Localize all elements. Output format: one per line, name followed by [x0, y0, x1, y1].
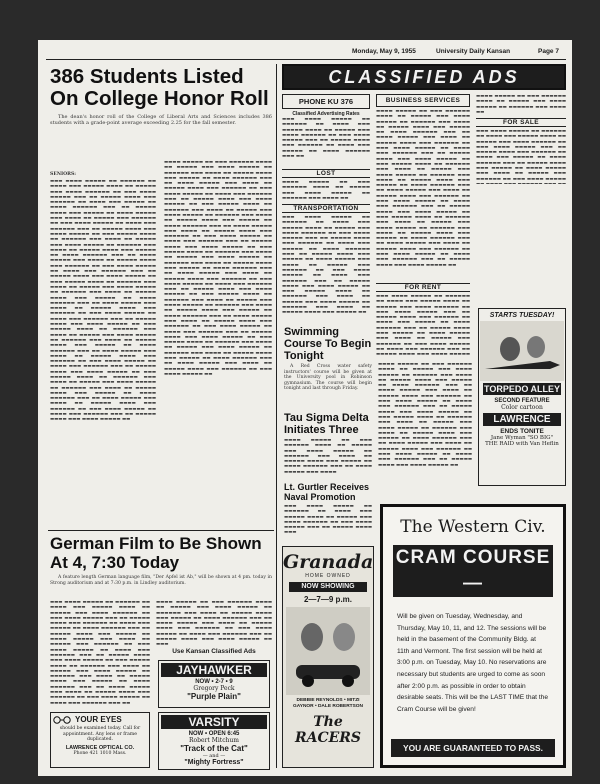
classified-rates-body: ▬▬▬ ▬▬▬▬ ▬▬▬▬▬ ▬▬ ▬▬▬▬▬▬ ▬▬ ▬▬▬▬ ▬▬▬ ▬▬▬▬▬ ▬▬▬▬ ▬▬ ▬▬▬▬▬ ▬▬▬ ▬▬▬▬ ▬▬▬▬▬▬ ▬▬ ▬▬▬ ▬▬▬▬ ▬▬▬▬▬ ▬▬▬ ▬▬ ▬▬▬▬▬ ▬▬▬▬ ▬▬▬ ▬▬▬▬▬▬ ▬▬ ▬▬▬▬ ▬▬▬ ▬▬▬▬▬ ▬▬ ▬▬▬▬ ▬▬▬▬▬▬ ▬▬▬ ▬▬: [282, 117, 370, 160]
granada-cast: DEBBIE REYNOLDS • MITZI GAYNOR • DALE ROBERTSON: [293, 698, 363, 709]
optical-ad-company: LAWRENCE OPTICAL CO.: [65, 744, 135, 751]
torpedo-film: Jane Wyman "SO BIG": [490, 435, 554, 441]
classified-column-1: [282, 94, 370, 322]
torpedo-with: THE RAID with Van Heflin: [485, 441, 559, 447]
lost-body: ▬▬▬▬ ▬▬▬▬▬ ▬▬ ▬▬▬ ▬▬▬▬▬▬ ▬▬▬▬ ▬▬ ▬▬▬▬▬ ▬▬▬ ▬▬▬▬ ▬▬▬▬▬ ▬▬ ▬▬▬▬▬▬ ▬▬▬ ▬▬▬▬ ▬▬: [282, 180, 370, 201]
swimming-article: [284, 326, 372, 406]
torpedo-starts: STARTS TUESDAY!: [489, 312, 555, 319]
lawrence-theater-ad: [478, 308, 566, 486]
german-film-article: [50, 534, 272, 604]
gurtler-article: [284, 482, 372, 542]
classified-banner-title: CLASSIFIED ADS: [328, 67, 520, 87]
tau-sigma-delta-headline: Tau Sigma Delta Initiates Three: [284, 412, 369, 436]
tau-sigma-delta-body: ▬▬▬▬ ▬▬▬▬▬ ▬▬ ▬▬▬ ▬▬▬▬▬▬ ▬▬▬▬ ▬▬ ▬▬▬▬▬ ▬▬▬ ▬▬▬▬ ▬▬▬▬▬ ▬▬ ▬▬▬▬▬▬ ▬▬▬ ▬▬▬▬ ▬▬ ▬▬▬▬▬ ▬▬▬▬ ▬▬▬ ▬▬▬▬▬ ▬▬ ▬▬▬▬ ▬▬▬▬▬▬ ▬▬▬ ▬▬ ▬▬▬▬ ▬▬▬▬▬ ▬▬▬ ▬▬▬▬: [284, 438, 372, 475]
honor-roll-lead: The dean's honor roll of the College of Liberal Arts and Sciences includes 386 students with a grade-point average exceeding 2.25 for the fall semester.: [50, 114, 272, 126]
name-list-1: ▬▬▬ ▬▬▬▬ ▬▬▬▬▬ ▬▬ ▬▬▬▬▬▬ ▬▬ ▬▬▬▬ ▬▬▬ ▬▬▬▬▬ ▬▬▬▬ ▬▬ ▬▬▬▬▬ ▬▬▬ ▬▬▬▬ ▬▬▬▬▬▬ ▬▬ ▬▬▬ ▬▬▬▬ ▬▬▬▬▬ ▬▬▬ ▬▬ ▬▬▬▬▬ ▬▬▬▬ ▬▬▬ ▬▬▬▬▬▬ ▬▬ ▬▬▬▬ ▬▬▬ ▬▬▬▬▬ ▬▬ ▬▬▬▬ ▬▬▬▬▬▬ ▬▬▬ ▬▬ ▬▬▬▬▬ ▬▬▬▬ ▬▬▬ ▬▬▬▬▬ ▬▬ ▬▬▬▬ ▬▬▬▬▬ ▬▬▬ ▬▬▬▬ ▬▬ ▬▬▬▬▬ ▬▬▬ ▬▬▬▬▬▬ ▬▬ ▬▬▬ ▬▬▬▬ ▬▬▬▬▬ ▬▬ ▬▬▬▬ ▬▬▬ ▬▬▬▬▬▬ ▬▬▬ ▬▬ ▬▬▬▬▬ ▬▬▬▬ ▬▬▬ ▬▬▬▬ ▬▬▬▬▬ ▬▬ ▬▬▬ ▬▬▬▬▬ ▬▬▬▬ ▬▬ ▬▬▬▬▬▬ ▬▬▬ ▬▬▬▬ ▬▬ ▬▬▬▬▬ ▬▬▬ ▬▬▬▬ ▬▬▬▬▬ ▬▬ ▬▬▬▬▬▬ ▬▬▬ ▬▬▬▬ ▬▬ ▬▬▬▬▬ ▬▬▬▬ ▬▬▬ ▬▬▬▬▬ ▬▬ ▬▬▬▬ ▬▬▬▬▬▬ ▬▬▬ ▬▬ ▬▬▬▬ ▬▬▬▬▬ ▬▬▬ ▬▬▬▬ ▬▬ ▬▬▬▬▬ ▬▬▬▬ ▬▬▬ ▬▬▬▬▬▬ ▬▬ ▬▬▬ ▬▬▬▬ ▬▬▬▬▬ ▬▬ ▬▬▬▬ ▬▬▬ ▬▬▬▬▬▬ ▬▬▬ ▬▬ ▬▬▬▬▬ ▬▬▬▬ ▬▬▬ ▬▬▬▬ ▬▬▬▬▬ ▬▬ ▬▬▬ ▬▬▬▬▬ ▬▬▬▬ ▬▬ ▬▬▬▬▬▬ ▬▬▬ ▬▬▬▬ ▬▬ ▬▬▬▬▬ ▬▬▬ ▬▬▬▬ ▬▬▬▬▬ ▬▬ ▬▬▬▬▬▬ ▬▬▬ ▬▬▬▬ ▬▬ ▬▬▬▬▬ ▬▬▬▬ ▬▬▬ ▬▬▬▬▬ ▬▬ ▬▬▬▬ ▬▬▬▬▬▬ ▬▬▬ ▬▬ ▬▬▬▬ ▬▬▬▬▬ ▬▬▬ ▬▬▬▬ ▬▬ ▬▬▬▬▬ ▬▬▬▬ ▬▬▬ ▬▬▬▬▬▬ ▬▬ ▬▬▬ ▬▬▬▬ ▬▬▬▬▬ ▬▬ ▬▬▬▬ ▬▬▬ ▬▬▬▬▬▬ ▬▬▬ ▬▬ ▬▬▬▬▬ ▬▬▬▬ ▬▬▬ ▬▬▬▬ ▬▬▬▬▬ ▬▬ ▬▬▬ ▬▬▬▬▬ ▬▬▬▬ ▬▬ ▬▬▬▬▬▬ ▬▬▬ ▬▬▬▬ ▬▬ ▬▬▬▬▬ ▬▬▬ ▬▬▬▬ ▬▬▬▬▬ ▬▬ ▬▬▬▬▬▬ ▬▬▬ ▬▬▬▬ ▬▬ ▬▬▬▬▬ ▬▬▬▬ ▬▬▬ ▬▬▬▬▬ ▬▬ ▬▬▬▬ ▬▬▬▬▬▬ ▬▬▬ ▬▬ ▬▬▬▬ ▬▬▬▬▬ ▬▬▬ ▬▬▬▬ ▬▬ ▬▬▬▬▬ ▬▬▬▬ ▬▬▬ ▬▬▬▬▬▬ ▬▬ ▬▬▬ ▬▬▬▬ ▬▬▬▬▬ ▬▬ ▬▬▬▬ ▬▬▬ ▬▬▬▬▬▬ ▬▬▬ ▬▬ ▬▬▬▬▬ ▬▬▬▬ ▬▬▬ ▬▬▬▬ ▬▬▬▬▬ ▬▬ ▬▬▬ ▬▬▬▬▬ ▬▬▬▬ ▬▬ ▬▬▬▬▬▬ ▬▬▬ ▬▬▬▬ ▬▬ ▬▬▬▬▬ ▬▬▬ ▬▬▬▬ ▬▬▬▬▬ ▬▬ ▬▬▬▬▬▬ ▬▬▬ ▬▬▬▬ ▬▬ ▬▬▬▬▬ ▬▬▬▬ ▬▬▬ ▬▬▬▬▬ ▬▬ ▬▬▬▬ ▬▬▬▬▬▬ ▬▬▬ ▬▬ ▬▬▬▬ ▬▬▬▬▬ ▬▬▬ ▬▬▬▬ ▬▬ ▬▬▬▬▬ ▬▬▬▬ ▬▬▬ ▬▬▬▬▬▬ ▬▬ ▬▬▬ ▬▬▬▬ ▬▬▬▬▬ ▬▬ ▬▬▬▬ ▬▬▬ ▬▬▬▬▬▬ ▬▬▬ ▬▬ ▬▬▬▬▬ ▬▬▬▬ ▬▬▬ ▬▬▬▬ ▬▬▬▬▬ ▬▬: [50, 179, 156, 423]
cram-guarantee: YOU ARE GUARANTEED TO PASS.: [391, 739, 555, 757]
torpedo-ends: ENDS TONITE: [500, 428, 544, 435]
honor-roll-headline-2: On College Honor Roll: [50, 87, 269, 110]
german-film-headline-1: German Film to Be Shown: [50, 534, 262, 553]
varsity-title: VARSITY: [161, 715, 267, 729]
german-film-lead: A feature length German language film, "Der Apfel ist Ab," will be shown at 4 pm. today in Strong auditorium and at 7:30 p.m. in Lindley auditorium.: [50, 575, 272, 586]
swimming-headline: Swimming Course To Begin Tonight: [284, 326, 372, 362]
optical-ad-address: Phone 421 1010 Mass.: [73, 750, 127, 756]
rooms-body: ▬▬▬▬ ▬▬▬▬▬ ▬▬ ▬▬▬ ▬▬▬▬▬▬ ▬▬▬▬ ▬▬ ▬▬▬▬▬ ▬▬▬ ▬▬▬▬ ▬▬▬▬▬ ▬▬ ▬▬▬▬▬▬ ▬▬▬ ▬▬▬▬ ▬▬: [476, 94, 566, 115]
jayhawker-film: "Purple Plain": [187, 692, 241, 701]
classified-rates-title: Classified Advertising Rates: [292, 111, 360, 117]
varsity-film: "Track of the Cat": [180, 744, 248, 753]
granada-subtitle: HOME OWNED: [305, 573, 351, 579]
classified-column-3: [476, 94, 566, 184]
eyeglasses-icon: [53, 716, 71, 724]
granada-ad: [282, 546, 374, 768]
name-list-2: ▬▬▬▬ ▬▬▬▬▬ ▬▬ ▬▬▬ ▬▬▬▬▬▬ ▬▬▬▬ ▬▬ ▬▬▬▬▬ ▬▬▬ ▬▬▬▬ ▬▬▬▬▬ ▬▬ ▬▬▬▬▬▬ ▬▬▬ ▬▬▬▬ ▬▬ ▬▬▬▬▬ ▬▬▬▬ ▬▬▬ ▬▬▬▬▬ ▬▬ ▬▬▬▬ ▬▬▬▬▬▬ ▬▬▬ ▬▬ ▬▬▬▬ ▬▬▬▬▬ ▬▬▬ ▬▬▬▬ ▬▬ ▬▬▬▬▬ ▬▬▬▬ ▬▬▬ ▬▬▬▬▬▬ ▬▬ ▬▬▬ ▬▬▬▬ ▬▬▬▬▬ ▬▬ ▬▬▬▬ ▬▬▬ ▬▬▬▬▬▬ ▬▬▬ ▬▬ ▬▬▬▬▬ ▬▬▬▬ ▬▬▬ ▬▬▬▬ ▬▬▬▬▬ ▬▬ ▬▬▬ ▬▬▬▬▬ ▬▬▬▬ ▬▬ ▬▬▬▬▬▬ ▬▬▬ ▬▬▬▬ ▬▬ ▬▬▬▬▬ ▬▬▬ ▬▬▬▬ ▬▬▬▬▬ ▬▬ ▬▬▬▬▬▬ ▬▬▬ ▬▬▬▬ ▬▬ ▬▬▬▬▬ ▬▬▬▬ ▬▬▬ ▬▬▬▬▬ ▬▬ ▬▬▬▬ ▬▬▬▬▬▬ ▬▬▬ ▬▬ ▬▬▬▬ ▬▬▬▬▬ ▬▬▬ ▬▬▬▬ ▬▬ ▬▬▬▬▬ ▬▬▬▬ ▬▬▬ ▬▬▬▬▬▬ ▬▬ ▬▬▬ ▬▬▬▬ ▬▬▬▬▬ ▬▬ ▬▬▬▬ ▬▬▬ ▬▬▬▬▬▬ ▬▬▬ ▬▬ ▬▬▬▬▬ ▬▬▬▬ ▬▬▬ ▬▬▬▬ ▬▬▬▬▬ ▬▬ ▬▬▬ ▬▬▬▬▬ ▬▬▬▬ ▬▬ ▬▬▬▬▬▬ ▬▬▬ ▬▬▬▬ ▬▬ ▬▬▬▬▬ ▬▬▬ ▬▬▬▬ ▬▬▬▬▬ ▬▬ ▬▬▬▬▬▬ ▬▬▬ ▬▬▬▬ ▬▬ ▬▬▬▬▬ ▬▬▬▬ ▬▬▬ ▬▬▬▬▬ ▬▬ ▬▬▬▬ ▬▬▬▬▬▬ ▬▬▬ ▬▬ ▬▬▬▬ ▬▬▬▬▬ ▬▬▬ ▬▬▬▬ ▬▬ ▬▬▬▬▬ ▬▬▬▬ ▬▬▬ ▬▬▬▬▬▬ ▬▬ ▬▬▬ ▬▬▬▬ ▬▬▬▬▬ ▬▬ ▬▬▬▬ ▬▬▬ ▬▬▬▬▬▬ ▬▬▬ ▬▬ ▬▬▬▬▬ ▬▬▬▬ ▬▬▬ ▬▬▬▬ ▬▬▬▬▬ ▬▬ ▬▬▬ ▬▬▬▬▬ ▬▬▬▬ ▬▬ ▬▬▬▬▬▬ ▬▬▬ ▬▬▬▬ ▬▬ ▬▬▬▬▬ ▬▬▬ ▬▬▬▬ ▬▬▬▬▬ ▬▬ ▬▬▬▬▬▬ ▬▬▬ ▬▬▬▬ ▬▬ ▬▬▬▬▬ ▬▬▬▬ ▬▬▬ ▬▬▬▬▬ ▬▬ ▬▬▬▬ ▬▬▬▬▬▬ ▬▬▬ ▬▬ ▬▬▬▬ ▬▬▬▬▬ ▬▬▬ ▬▬▬▬ ▬▬ ▬▬▬▬▬ ▬▬▬▬ ▬▬▬ ▬▬▬▬▬▬ ▬▬ ▬▬▬ ▬▬▬▬ ▬▬▬▬▬ ▬▬ ▬▬▬▬ ▬▬▬ ▬▬▬▬▬▬ ▬▬▬ ▬▬ ▬▬▬▬▬ ▬▬▬▬ ▬▬▬ ▬▬▬▬ ▬▬▬▬▬ ▬▬ ▬▬▬ ▬▬▬▬▬ ▬▬▬▬ ▬▬ ▬▬▬▬▬▬ ▬▬▬ ▬▬▬▬ ▬▬ ▬▬▬▬▬ ▬▬▬ ▬▬▬▬ ▬▬▬▬▬ ▬▬ ▬▬▬▬▬▬ ▬▬▬ ▬▬▬▬ ▬▬ ▬▬▬▬▬ ▬▬▬▬ ▬▬▬ ▬▬▬▬▬ ▬▬ ▬▬▬▬ ▬▬▬▬▬▬ ▬▬▬ ▬▬ ▬▬▬▬ ▬▬▬▬▬ ▬▬▬ ▬▬▬▬ ▬▬ ▬▬▬▬▬ ▬▬▬▬ ▬▬▬ ▬▬▬▬▬▬ ▬▬ ▬▬▬ ▬▬▬▬ ▬▬▬▬▬ ▬▬: [164, 160, 272, 377]
header-date: Monday, May 9, 1955: [352, 48, 416, 55]
tau-sigma-delta-article: [284, 412, 372, 478]
varsity-dates: NOW • OPEN 6:45: [188, 731, 240, 737]
german-film-body-1: ▬▬▬ ▬▬▬▬ ▬▬▬▬▬ ▬▬ ▬▬▬▬▬▬ ▬▬ ▬▬▬▬ ▬▬▬ ▬▬▬▬▬ ▬▬▬▬ ▬▬ ▬▬▬▬▬ ▬▬▬ ▬▬▬▬ ▬▬▬▬▬▬ ▬▬ ▬▬▬ ▬▬▬▬ ▬▬▬▬▬ ▬▬▬ ▬▬ ▬▬▬▬▬ ▬▬▬▬ ▬▬▬ ▬▬▬▬▬▬ ▬▬ ▬▬▬▬ ▬▬▬ ▬▬▬▬▬ ▬▬ ▬▬▬▬ ▬▬▬▬▬▬ ▬▬▬ ▬▬ ▬▬▬▬▬ ▬▬▬▬ ▬▬▬ ▬▬▬▬▬ ▬▬ ▬▬▬▬ ▬▬▬▬▬ ▬▬▬ ▬▬▬▬ ▬▬ ▬▬▬▬▬ ▬▬▬ ▬▬▬▬▬▬ ▬▬ ▬▬▬ ▬▬▬▬ ▬▬▬▬▬ ▬▬ ▬▬▬▬ ▬▬▬ ▬▬▬▬▬▬ ▬▬▬ ▬▬ ▬▬▬▬▬ ▬▬▬▬ ▬▬▬ ▬▬▬▬ ▬▬▬▬▬ ▬▬ ▬▬▬ ▬▬▬▬▬ ▬▬▬▬ ▬▬ ▬▬▬▬▬▬ ▬▬▬ ▬▬▬▬ ▬▬ ▬▬▬▬▬ ▬▬▬ ▬▬▬▬ ▬▬▬▬▬ ▬▬ ▬▬▬▬▬▬ ▬▬▬ ▬▬▬▬ ▬▬ ▬▬▬▬▬ ▬▬▬▬ ▬▬▬ ▬▬▬▬▬ ▬▬ ▬▬▬▬ ▬▬▬▬▬▬ ▬▬▬ ▬▬ ▬▬▬▬ ▬▬▬▬▬ ▬▬▬ ▬▬▬▬ ▬▬ ▬▬▬▬▬ ▬▬▬▬ ▬▬▬ ▬▬▬▬▬▬ ▬▬ ▬▬▬ ▬▬▬▬ ▬▬▬▬▬ ▬▬ ▬▬▬▬ ▬▬▬ ▬▬▬▬▬▬ ▬▬▬ ▬▬: [50, 600, 150, 706]
honor-roll-column-1: [50, 160, 156, 526]
cram-course-ad: [380, 504, 566, 768]
granada-film: The RACERS: [294, 714, 362, 746]
classified-column-2: [376, 94, 470, 358]
classified-column-2-lower: ▬▬▬▬ ▬▬▬▬▬ ▬▬ ▬▬▬ ▬▬▬▬▬▬ ▬▬▬▬ ▬▬ ▬▬▬▬▬ ▬▬▬ ▬▬▬▬ ▬▬▬▬▬ ▬▬ ▬▬▬▬▬▬ ▬▬▬ ▬▬▬▬ ▬▬ ▬▬▬▬▬ ▬▬▬▬ ▬▬▬ ▬▬▬▬▬ ▬▬ ▬▬▬▬ ▬▬▬▬▬▬ ▬▬▬ ▬▬ ▬▬▬▬ ▬▬▬▬▬ ▬▬▬ ▬▬▬▬ ▬▬ ▬▬▬▬▬ ▬▬▬▬ ▬▬▬ ▬▬▬▬▬▬ ▬▬ ▬▬▬ ▬▬▬▬ ▬▬▬▬▬ ▬▬ ▬▬▬▬ ▬▬▬ ▬▬▬▬▬▬ ▬▬▬ ▬▬ ▬▬▬▬▬ ▬▬▬▬ ▬▬▬ ▬▬▬▬ ▬▬▬▬▬ ▬▬ ▬▬▬ ▬▬▬▬▬ ▬▬▬▬ ▬▬ ▬▬▬▬▬▬ ▬▬▬ ▬▬▬▬ ▬▬ ▬▬▬▬▬ ▬▬▬ ▬▬▬▬ ▬▬▬▬▬ ▬▬ ▬▬▬▬▬▬ ▬▬▬ ▬▬▬▬ ▬▬ ▬▬▬▬▬ ▬▬▬▬ ▬▬▬ ▬▬▬▬▬ ▬▬ ▬▬▬▬ ▬▬▬▬▬▬ ▬▬▬ ▬▬ ▬▬▬▬ ▬▬▬▬▬ ▬▬▬ ▬▬▬▬ ▬▬ ▬▬▬▬▬ ▬▬▬▬ ▬▬▬ ▬▬▬▬▬▬ ▬▬ ▬▬▬ ▬▬▬▬ ▬▬▬▬▬ ▬▬ ▬▬▬▬ ▬▬▬ ▬▬▬▬▬▬ ▬▬▬ ▬▬ ▬▬▬▬▬ ▬▬▬▬ ▬▬▬ ▬▬▬▬ ▬▬▬▬▬ ▬▬: [378, 362, 472, 468]
granada-title: Granada: [283, 551, 374, 573]
for-sale-heading: FOR SALE: [476, 118, 566, 127]
gurtler-body: ▬▬▬ ▬▬▬▬ ▬▬▬▬▬ ▬▬ ▬▬▬▬▬▬ ▬▬ ▬▬▬▬ ▬▬▬ ▬▬▬▬▬ ▬▬▬▬ ▬▬ ▬▬▬▬▬ ▬▬▬ ▬▬▬▬ ▬▬▬▬▬▬ ▬▬ ▬▬▬ ▬▬▬▬ ▬▬▬▬▬ ▬▬▬ ▬▬ ▬▬▬▬▬ ▬▬▬▬ ▬▬▬: [284, 504, 372, 536]
classified-phone: PHONE KU 376: [298, 97, 354, 106]
header-paper: University Daily Kansan: [436, 48, 511, 55]
varsity-ad: [158, 712, 270, 770]
optical-ad: [50, 712, 150, 768]
german-film-headline-2: At 4, 7:30 Today: [50, 553, 180, 572]
honor-roll-column-2: [164, 160, 272, 526]
for-rent-heading: FOR RENT: [376, 283, 470, 292]
honor-roll-headline-1: 386 Students Listed: [50, 66, 244, 88]
transportation-heading: TRANSPORTATION: [282, 204, 370, 213]
optical-ad-title: YOUR EYES: [75, 715, 122, 724]
granada-times: 2—7—9 p.m.: [303, 595, 352, 604]
for-sale-body: ▬▬▬ ▬▬▬▬ ▬▬▬▬▬ ▬▬ ▬▬▬▬▬▬ ▬▬ ▬▬▬▬ ▬▬▬ ▬▬▬▬▬ ▬▬▬▬ ▬▬ ▬▬▬▬▬ ▬▬▬ ▬▬▬▬ ▬▬▬▬▬▬ ▬▬ ▬▬▬ ▬▬▬▬ ▬▬▬▬▬ ▬▬▬ ▬▬ ▬▬▬▬▬ ▬▬▬▬ ▬▬▬ ▬▬▬▬▬▬ ▬▬ ▬▬▬▬ ▬▬▬ ▬▬▬▬▬ ▬▬ ▬▬▬▬ ▬▬▬▬▬▬ ▬▬▬ ▬▬ ▬▬▬▬▬ ▬▬▬▬ ▬▬▬ ▬▬▬▬▬ ▬▬ ▬▬▬▬ ▬▬▬▬▬ ▬▬▬ ▬▬▬▬ ▬▬ ▬▬▬▬▬ ▬▬▬ ▬▬▬▬▬▬ ▬▬ ▬▬▬ ▬▬▬▬ ▬▬▬▬▬: [476, 129, 566, 182]
varsity-film-2: "Mighty Fortress": [184, 759, 244, 766]
torpedo-theater: LAWRENCE: [483, 413, 561, 426]
gurtler-headline: Lt. Gurtler Receives Naval Promotion: [284, 482, 370, 502]
optical-ad-body: should be examined today. Call for appointment. Any lens or frame duplicated.: [59, 726, 141, 743]
seniors-label: SENIORS:: [50, 172, 76, 177]
torpedo-illustration: [480, 321, 564, 381]
torpedo-color: Color cartoon: [501, 404, 543, 411]
honor-roll-article: [50, 66, 272, 526]
jayhawker-star: Gregory Peck: [193, 685, 235, 692]
classified-banner: [282, 64, 566, 90]
jayhawker-title: JAYHAWKER: [161, 663, 267, 677]
kansan-ads-caption: Use Kansan Classified Ads: [172, 648, 256, 655]
for-rent-body: ▬▬▬ ▬▬▬▬ ▬▬▬▬▬ ▬▬ ▬▬▬▬▬▬ ▬▬ ▬▬▬▬ ▬▬▬ ▬▬▬▬▬ ▬▬▬▬ ▬▬ ▬▬▬▬▬ ▬▬▬ ▬▬▬▬ ▬▬▬▬▬▬ ▬▬ ▬▬▬ ▬▬▬▬ ▬▬▬▬▬ ▬▬▬ ▬▬ ▬▬▬▬▬ ▬▬▬▬ ▬▬▬ ▬▬▬▬▬▬ ▬▬ ▬▬▬▬ ▬▬▬ ▬▬▬▬▬ ▬▬ ▬▬▬▬ ▬▬▬▬▬▬ ▬▬▬ ▬▬ ▬▬▬▬▬ ▬▬▬▬ ▬▬▬ ▬▬▬▬▬ ▬▬ ▬▬▬▬ ▬▬▬▬▬ ▬▬▬ ▬▬▬▬ ▬▬ ▬▬▬▬▬ ▬▬▬ ▬▬▬▬▬▬ ▬▬ ▬▬▬ ▬▬▬▬ ▬▬▬▬▬ ▬▬ ▬▬▬▬ ▬▬▬ ▬▬▬▬▬▬ ▬▬▬ ▬▬ ▬▬▬▬▬ ▬▬▬▬ ▬▬▬ ▬▬▬▬ ▬▬▬▬▬: [376, 294, 470, 358]
torpedo-second: SECOND FEATURE: [494, 398, 550, 404]
cram-title-2: CRAM COURSE—: [393, 545, 553, 597]
header-page: Page 7: [538, 48, 559, 55]
granada-race-car-illustration: [286, 607, 370, 695]
classified-phone-box: [282, 94, 370, 109]
newspaper-page: [38, 40, 572, 776]
cram-body: Will be given on Tuesday, Wednesday, and Thursday, May 10, 11, and 12. The sessions will be held in the basement of the Community Bldg. at 11th and Vermont. The first session will be held at 3:00 p.m. on Tuesday, May 10. No reservations are necessary but students are urged to come as soon after 2:00 p.m. as possible in order to obtain desirable seats. This will be the LAST TIME that the Cram Course will be given!: [397, 613, 548, 713]
granada-showing: NOW SHOWING: [289, 582, 367, 592]
transportation-body: ▬▬▬ ▬▬▬▬ ▬▬▬▬▬ ▬▬ ▬▬▬▬▬▬ ▬▬ ▬▬▬▬ ▬▬▬ ▬▬▬▬▬ ▬▬▬▬ ▬▬ ▬▬▬▬▬ ▬▬▬ ▬▬▬▬ ▬▬▬▬▬▬ ▬▬ ▬▬▬ ▬▬▬▬ ▬▬▬▬▬ ▬▬▬ ▬▬ ▬▬▬▬▬ ▬▬▬▬ ▬▬▬ ▬▬▬▬▬▬ ▬▬ ▬▬▬▬ ▬▬▬ ▬▬▬▬▬ ▬▬ ▬▬▬▬ ▬▬▬▬▬▬ ▬▬▬ ▬▬ ▬▬▬▬▬ ▬▬▬▬ ▬▬▬ ▬▬▬▬▬ ▬▬ ▬▬▬▬ ▬▬▬▬▬ ▬▬▬ ▬▬▬▬ ▬▬ ▬▬▬▬▬ ▬▬▬ ▬▬▬▬▬▬ ▬▬ ▬▬▬ ▬▬▬▬ ▬▬▬▬▬ ▬▬ ▬▬▬▬ ▬▬▬ ▬▬▬▬▬▬ ▬▬▬ ▬▬ ▬▬▬▬▬ ▬▬▬▬ ▬▬▬ ▬▬▬▬ ▬▬▬▬▬ ▬▬ ▬▬▬ ▬▬▬▬▬ ▬▬▬▬ ▬▬ ▬▬▬▬▬▬ ▬▬▬ ▬▬▬▬ ▬▬ ▬▬▬▬▬ ▬▬▬ ▬▬▬▬ ▬▬▬▬▬ ▬▬ ▬▬▬▬▬▬ ▬▬▬ ▬▬▬▬ ▬▬ ▬▬▬▬▬ ▬▬▬▬ ▬▬▬ ▬▬▬▬▬ ▬▬: [282, 215, 370, 316]
torpedo-title: TORPEDO ALLEY: [483, 384, 560, 394]
varsity-and: — and —: [202, 753, 226, 759]
varsity-star: Robert Mitchum: [189, 737, 239, 744]
business-body: ▬▬▬▬ ▬▬▬▬▬ ▬▬ ▬▬▬ ▬▬▬▬▬▬ ▬▬▬▬ ▬▬ ▬▬▬▬▬ ▬▬▬ ▬▬▬▬ ▬▬▬▬▬ ▬▬ ▬▬▬▬▬▬ ▬▬▬ ▬▬▬▬ ▬▬ ▬▬▬▬▬ ▬▬▬▬ ▬▬▬ ▬▬▬▬▬ ▬▬ ▬▬▬▬ ▬▬▬▬▬▬ ▬▬▬ ▬▬ ▬▬▬▬ ▬▬▬▬▬ ▬▬▬ ▬▬▬▬ ▬▬ ▬▬▬▬▬ ▬▬▬▬ ▬▬▬ ▬▬▬▬▬▬ ▬▬ ▬▬▬ ▬▬▬▬ ▬▬▬▬▬ ▬▬ ▬▬▬▬ ▬▬▬ ▬▬▬▬▬▬ ▬▬▬ ▬▬ ▬▬▬▬▬ ▬▬▬▬ ▬▬▬ ▬▬▬▬ ▬▬▬▬▬ ▬▬ ▬▬▬ ▬▬▬▬▬ ▬▬▬▬ ▬▬ ▬▬▬▬▬▬ ▬▬▬ ▬▬▬▬ ▬▬ ▬▬▬▬▬ ▬▬▬ ▬▬▬▬ ▬▬▬▬▬ ▬▬ ▬▬▬▬▬▬ ▬▬▬ ▬▬▬▬ ▬▬ ▬▬▬▬▬ ▬▬▬▬ ▬▬▬ ▬▬▬▬▬ ▬▬ ▬▬▬▬ ▬▬▬▬▬▬ ▬▬▬ ▬▬ ▬▬▬▬ ▬▬▬▬▬ ▬▬▬ ▬▬▬▬ ▬▬ ▬▬▬▬▬ ▬▬▬▬ ▬▬▬ ▬▬▬▬▬▬ ▬▬ ▬▬▬ ▬▬▬▬ ▬▬▬▬▬ ▬▬ ▬▬▬▬ ▬▬▬ ▬▬▬▬▬▬ ▬▬▬ ▬▬ ▬▬▬▬▬ ▬▬▬▬ ▬▬▬ ▬▬▬▬ ▬▬▬▬▬ ▬▬ ▬▬▬ ▬▬▬▬▬ ▬▬▬▬ ▬▬ ▬▬▬▬▬▬ ▬▬▬ ▬▬▬▬ ▬▬ ▬▬▬▬▬ ▬▬▬ ▬▬▬▬ ▬▬▬▬▬ ▬▬ ▬▬▬▬▬▬ ▬▬▬ ▬▬▬▬ ▬▬ ▬▬▬▬▬ ▬▬▬▬ ▬▬▬ ▬▬▬▬▬ ▬▬ ▬▬▬▬ ▬▬▬▬▬▬ ▬▬▬ ▬▬ ▬▬▬▬ ▬▬▬▬▬ ▬▬▬ ▬▬▬▬ ▬▬ ▬▬▬▬▬ ▬▬▬▬ ▬▬▬ ▬▬▬▬▬▬ ▬▬ ▬▬▬ ▬▬▬▬ ▬▬▬▬▬ ▬▬ ▬▬▬▬ ▬▬▬ ▬▬▬▬▬▬ ▬▬▬ ▬▬ ▬▬▬▬▬ ▬▬▬▬ ▬▬▬ ▬▬▬▬ ▬▬▬▬▬ ▬▬: [376, 109, 470, 268]
lost-heading: LOST: [282, 169, 370, 178]
jayhawker-ad: [158, 660, 270, 708]
swimming-lead: A Red Cross water safety instructors' course will be given at the University pool in Robinson gymnasium. The course will begin tonight and last through Friday.: [284, 364, 372, 391]
cram-title-1: The Western Civ.: [400, 517, 546, 537]
business-heading: BUSINESS SERVICES: [376, 94, 470, 107]
german-film-body-2: ▬▬▬▬ ▬▬▬▬▬ ▬▬ ▬▬▬ ▬▬▬▬▬▬ ▬▬▬▬ ▬▬ ▬▬▬▬▬ ▬▬▬ ▬▬▬▬ ▬▬▬▬▬ ▬▬ ▬▬▬▬▬▬ ▬▬▬ ▬▬▬▬ ▬▬ ▬▬▬▬▬ ▬▬▬▬ ▬▬▬ ▬▬▬▬▬ ▬▬ ▬▬▬▬ ▬▬▬▬▬▬ ▬▬▬ ▬▬ ▬▬▬▬ ▬▬▬▬▬ ▬▬▬ ▬▬▬▬ ▬▬ ▬▬▬▬▬ ▬▬▬▬ ▬▬▬ ▬▬▬▬▬▬ ▬▬ ▬▬▬ ▬▬▬▬ ▬▬▬▬▬ ▬▬ ▬▬▬▬ ▬▬▬ ▬▬▬▬▬▬ ▬▬▬ ▬▬ ▬▬▬▬▬ ▬▬▬▬ ▬▬▬ ▬▬▬▬ ▬▬▬▬▬ ▬▬ ▬▬▬: [156, 600, 272, 648]
jayhawker-dates: NOW • 2-7 • 9: [195, 679, 233, 685]
